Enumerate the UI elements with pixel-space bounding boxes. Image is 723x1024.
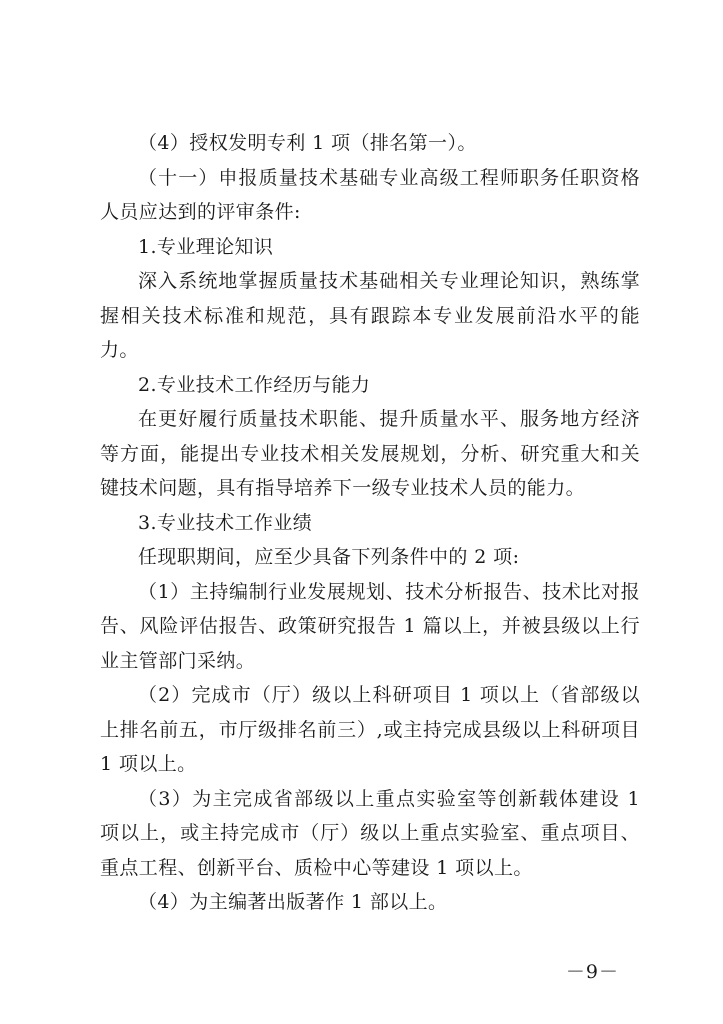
paragraph-achievement-heading: 3.专业技术工作业绩 <box>138 511 313 534</box>
paragraph-condition-4: （4）为主编著出版著作 1 部以上。 <box>138 891 448 913</box>
page-number: －9－ <box>565 961 619 983</box>
paragraph-experience-heading: 2.专业技术工作经历与能力 <box>138 373 371 396</box>
paragraph-experience-body: 在更好履行质量技术职能、提升质量水平、服务地方经济等方面，能提出专业技术相关发展规划，分析、研究重大和关键技术问题，具有指导培养下一级专业技术人员的能力。 <box>100 408 640 499</box>
paragraph-condition-2: （2）完成市（厅）级以上科研项目 1 项以上（省部级以上排名前五，市厅级排名前三）,或主持完成县级以上科研项目 1 项以上。 <box>100 684 640 775</box>
paragraph-condition-3: （3）为主完成省部级以上重点实验室等创新载体建设 1 项以上，或主持完成市（厅）级以上重点实验室、重点项目、重点工程、创新平台、质检中心等建设 1 项以上。 <box>100 787 640 879</box>
paragraph-theory-heading: 1.专业理论知识 <box>138 235 274 258</box>
paragraph-achievement-intro: 任现职期间，应至少具备下列条件中的 2 项: <box>138 546 520 568</box>
paragraph-patent-item: （4）授权发明专利 1 项（排名第一）。 <box>138 132 477 154</box>
paragraph-section-eleven-heading: （十一）申报质量技术基础专业高级工程师职务任职资格人员应达到的评审条件: <box>100 166 640 223</box>
document-body <box>100 126 640 920</box>
paragraph-theory-body: 深入系统地掌握质量技术基础相关专业理论知识，熟练掌握相关技术标准和规范，具有跟踪本专业发展前沿水平的能力。 <box>100 270 640 361</box>
paragraph-condition-1: （1）主持编制行业发展规划、技术分析报告、技术比对报告、风险评估报告、政策研究报告 1 篇以上，并被县级以上行业主管部门采纳。 <box>100 580 640 672</box>
